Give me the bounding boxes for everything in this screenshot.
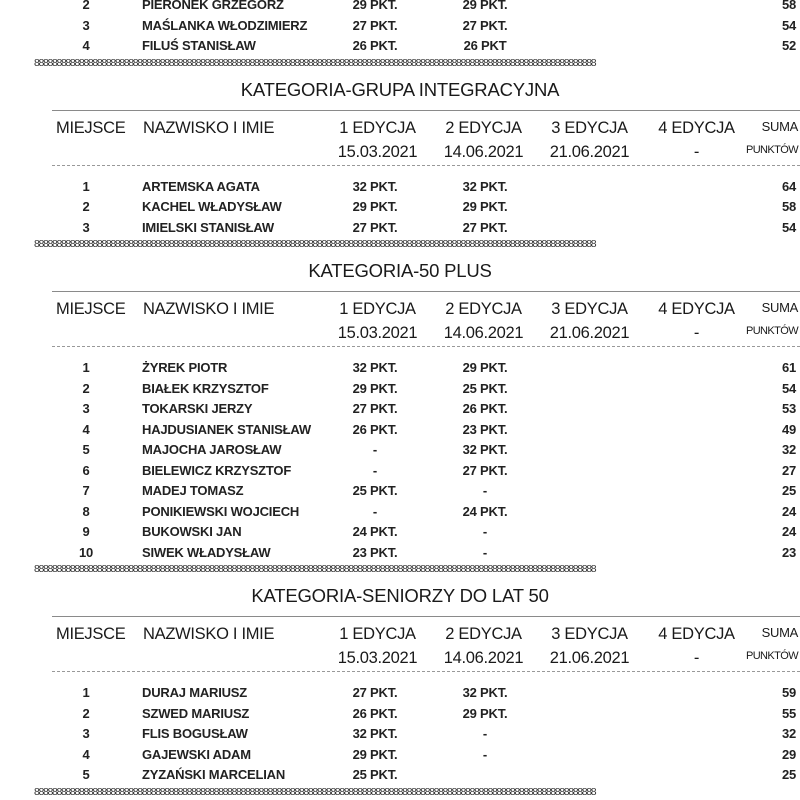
header-date-4: - — [693, 324, 700, 342]
edition-1-score: 27 PKT. — [352, 685, 398, 700]
table-header — [0, 111, 800, 165]
total-score: 55 — [781, 705, 796, 721]
table-row — [0, 501, 800, 522]
place: 10 — [78, 544, 94, 560]
edition-1-score: 26 PKT. — [352, 705, 398, 721]
header-date-1: 15.03.2021 — [337, 649, 418, 667]
edition-2-score: 26 PKT — [463, 38, 507, 53]
competitor-name: MAJOCHA JAROSŁAW — [142, 442, 282, 457]
total-score: 32 — [781, 726, 796, 741]
total-score: 54 — [781, 17, 796, 33]
edition-2-score: 27 PKT. — [462, 462, 508, 478]
header-date-2: 14.06.2021 — [443, 142, 524, 161]
separator-text: 88888888888888888888888888888888888888888888888888888888888888888888888888888888888888888888888888888888888888888888888888888 — [34, 238, 596, 250]
table-row — [0, 196, 800, 217]
competitor-name: MAŚLANKA WŁODZIMIERZ — [142, 17, 308, 33]
edition-2-score: - — [482, 544, 488, 560]
edition-1-score: - — [372, 462, 378, 478]
table-row — [0, 357, 800, 378]
total-score: 25 — [781, 483, 796, 498]
total-score: 24 — [781, 524, 796, 539]
edition-1-score: 29 PKT. — [352, 380, 398, 396]
header-date-3: 21.06.2021 — [549, 649, 630, 667]
total-score: 29 — [781, 746, 796, 762]
category-title — [0, 70, 800, 110]
edition-1-score: 25 PKT. — [352, 483, 398, 498]
total-score: 24 — [781, 503, 796, 519]
competitor-name: SIWEK WŁADYSŁAW — [142, 544, 271, 560]
header-sum-points: PUNKTÓW — [745, 143, 798, 156]
table-row — [0, 35, 800, 56]
category-title-text: KATEGORIA-GRUPA INTEGRACYJNA — [240, 78, 560, 100]
edition-1-score: 27 PKT. — [352, 17, 398, 33]
place: 3 — [82, 726, 90, 741]
place: 2 — [82, 199, 90, 214]
separator-text: 88888888888888888888888888888888888888888888888888888888888888888888888888888888888888888888888888888888888888888888888888888 — [34, 785, 596, 798]
edition-2-score: - — [482, 726, 488, 741]
total-score: 59 — [781, 685, 796, 700]
competitor-name: TOKARSKI JERZY — [142, 401, 253, 416]
header-edition-4: 4 EDYCJA — [658, 625, 735, 643]
place: 2 — [82, 705, 90, 721]
competitor-name: KACHEL WŁADYSŁAW — [142, 199, 282, 214]
header-edition-3: 3 EDYCJA — [551, 625, 628, 643]
category-section — [0, 70, 800, 252]
total-score: 53 — [781, 401, 796, 416]
edition-2-score: 29 PKT. — [462, 199, 508, 214]
place: 2 — [82, 0, 90, 12]
total-score: 61 — [781, 360, 796, 375]
table-row — [0, 764, 800, 785]
competitor-name: HAJDUSIANEK STANISŁAW — [142, 421, 311, 437]
edition-2-score: 27 PKT. — [462, 17, 508, 33]
edition-2-score: - — [482, 746, 488, 762]
header-edition-4: 4 EDYCJA — [658, 300, 735, 318]
competitor-name: MADEJ TOMASZ — [142, 483, 244, 498]
header-date-4: - — [693, 649, 700, 667]
edition-2-score: - — [482, 483, 488, 498]
edition-2-score: 23 PKT. — [462, 421, 508, 437]
place: 7 — [82, 483, 90, 498]
edition-2-score: 32 PKT. — [462, 685, 508, 700]
edition-1-score: 29 PKT. — [352, 199, 398, 214]
header-name: NAZWISKO I IMIE — [143, 300, 275, 318]
competitor-name: PONIKIEWSKI WOJCIECH — [142, 503, 300, 519]
edition-1-score: 26 PKT. — [352, 38, 398, 53]
header-date-1: 15.03.2021 — [337, 142, 418, 161]
place: 6 — [82, 462, 90, 478]
table-row — [0, 176, 800, 197]
header-edition-3: 3 EDYCJA — [551, 300, 628, 318]
edition-2-score: 26 PKT. — [462, 401, 508, 416]
competitor-name: BUKOWSKI JAN — [142, 524, 242, 539]
place: 1 — [82, 360, 90, 375]
competitor-name: ARTEMSKA AGATA — [142, 178, 260, 194]
total-score: 54 — [781, 380, 796, 396]
place: 1 — [82, 178, 90, 194]
header-date-3: 21.06.2021 — [549, 142, 630, 161]
place: 4 — [82, 421, 90, 437]
total-score: 52 — [781, 38, 796, 53]
header-date-1: 15.03.2021 — [337, 324, 418, 342]
table-header — [0, 292, 800, 346]
header-edition-1: 1 EDYCJA — [339, 300, 416, 318]
total-score: 58 — [781, 199, 796, 214]
edition-1-score: 29 PKT. — [352, 0, 398, 12]
total-score: 27 — [781, 462, 796, 478]
place: 5 — [82, 442, 90, 457]
table-row — [0, 460, 800, 481]
edition-2-score: 29 PKT. — [462, 0, 508, 12]
header-edition-2: 2 EDYCJA — [445, 300, 522, 318]
edition-1-score: 32 PKT. — [352, 726, 398, 741]
table-row — [0, 723, 800, 744]
edition-1-score: 27 PKT. — [352, 219, 398, 235]
table-row — [0, 703, 800, 724]
category-section — [0, 576, 800, 799]
header-place: MIEJSCE — [56, 118, 126, 137]
header-sum-points: PUNKTÓW — [745, 325, 798, 337]
edition-1-score: 29 PKT. — [352, 746, 398, 762]
place: 4 — [82, 38, 90, 53]
edition-1-score: 25 PKT. — [352, 767, 398, 782]
total-score: 58 — [781, 0, 796, 12]
edition-2-score: 29 PKT. — [462, 705, 508, 721]
competitor-name: ŻYREK PIOTR — [142, 360, 228, 375]
table-row — [0, 419, 800, 440]
header-date-3: 21.06.2021 — [549, 324, 630, 342]
total-score: 32 — [781, 442, 796, 457]
table-row — [0, 542, 800, 563]
competitor-name: ZYZAŃSKI MARCELIAN — [142, 767, 286, 782]
header-sum: SUMA — [761, 625, 798, 640]
categories — [0, 70, 800, 799]
edition-1-score: 24 PKT. — [352, 524, 398, 539]
header-bottom-rule — [52, 346, 800, 347]
table-row — [0, 378, 800, 399]
edition-1-score: 32 PKT. — [352, 360, 398, 375]
table-row — [0, 398, 800, 419]
competitor-name: IMIELSKI STANISŁAW — [142, 219, 274, 235]
category-title-text: KATEGORIA-50 PLUS — [308, 260, 492, 281]
table-row — [0, 217, 800, 238]
competitor-name: FILUŚ STANISŁAW — [142, 38, 256, 53]
edition-2-score: 27 PKT. — [462, 219, 508, 235]
table-row — [0, 521, 800, 542]
total-score: 64 — [781, 178, 796, 194]
previous-category-rows — [0, 0, 800, 56]
category-title-text: KATEGORIA-SENIORZY DO LAT 50 — [251, 585, 549, 606]
category-title — [0, 576, 800, 616]
total-score: 54 — [781, 219, 796, 235]
edition-2-score: 32 PKT. — [462, 442, 508, 457]
competitor-name: PIERONEK GRZEGORZ — [142, 0, 284, 12]
total-score: 23 — [781, 544, 796, 560]
edition-1-score: 26 PKT. — [352, 421, 398, 437]
separator-line — [34, 562, 800, 576]
header-place: MIEJSCE — [56, 625, 126, 643]
competitor-name: GAJEWSKI ADAM — [142, 746, 251, 762]
header-date-2: 14.06.2021 — [443, 324, 524, 342]
competitor-name: BIELEWICZ KRZYSZTOF — [142, 462, 292, 478]
edition-1-score: 23 PKT. — [352, 544, 398, 560]
place: 3 — [82, 219, 90, 235]
place: 9 — [82, 524, 90, 539]
place: 3 — [82, 17, 90, 33]
edition-2-score: - — [482, 524, 488, 539]
place: 5 — [82, 767, 90, 782]
header-date-2: 14.06.2021 — [443, 649, 524, 667]
total-score: 49 — [781, 421, 796, 437]
table-header — [0, 617, 800, 671]
table-row — [0, 15, 800, 36]
place: 1 — [82, 685, 90, 700]
header-edition-3: 3 EDYCJA — [551, 118, 628, 137]
edition-1-score: - — [372, 503, 378, 519]
header-bottom-rule — [52, 671, 800, 672]
header-edition-2: 2 EDYCJA — [445, 625, 522, 643]
place: 4 — [82, 746, 90, 762]
category-title — [0, 251, 800, 291]
header-edition-1: 1 EDYCJA — [339, 625, 416, 643]
edition-2-score: 29 PKT. — [462, 360, 508, 375]
competitor-name: BIAŁEK KRZYSZTOF — [142, 380, 269, 396]
header-place: MIEJSCE — [56, 300, 126, 318]
header-edition-1: 1 EDYCJA — [339, 118, 416, 137]
edition-2-score: 24 PKT. — [462, 503, 508, 519]
competitor-name: FLIS BOGUSŁAW — [142, 726, 248, 741]
table-row — [0, 439, 800, 460]
edition-2-score: 32 PKT. — [462, 178, 508, 194]
edition-1-score: 27 PKT. — [352, 401, 398, 416]
total-score: 25 — [781, 767, 796, 782]
table-row — [0, 480, 800, 501]
separator-line — [34, 785, 800, 799]
edition-1-score: - — [372, 442, 378, 457]
category-section — [0, 251, 800, 576]
competitor-name: SZWED MARIUSZ — [142, 705, 250, 721]
place: 3 — [82, 401, 90, 416]
header-bottom-rule — [52, 165, 800, 166]
table-row — [0, 744, 800, 765]
header-sum: SUMA — [761, 118, 798, 134]
table-row — [0, 0, 800, 15]
table-row — [0, 682, 800, 703]
category-rows — [0, 176, 800, 252]
header-name: NAZWISKO I IMIE — [143, 118, 275, 137]
header-name: NAZWISKO I IMIE — [143, 625, 275, 643]
edition-1-score: 32 PKT. — [352, 178, 398, 194]
separator-text: 88888888888888888888888888888888888888888888888888888888888888888888888888888888888888888888888888888888888888888888888888888 — [34, 56, 596, 69]
category-rows — [0, 682, 800, 799]
header-date-4: - — [693, 142, 700, 161]
place: 2 — [82, 380, 90, 396]
header-sum-points: PUNKTÓW — [745, 650, 798, 662]
header-sum: SUMA — [761, 300, 798, 315]
separator-line — [34, 237, 800, 251]
category-rows — [0, 357, 800, 576]
separator-text: 88888888888888888888888888888888888888888888888888888888888888888888888888888888888888888888888888888888888888888888888888888 — [34, 563, 596, 575]
place: 8 — [82, 503, 90, 519]
header-edition-4: 4 EDYCJA — [658, 118, 735, 137]
competitor-name: DURAJ MARIUSZ — [142, 685, 248, 700]
header-edition-2: 2 EDYCJA — [445, 118, 522, 137]
edition-2-score: 25 PKT. — [462, 380, 508, 396]
separator-line — [34, 56, 800, 70]
